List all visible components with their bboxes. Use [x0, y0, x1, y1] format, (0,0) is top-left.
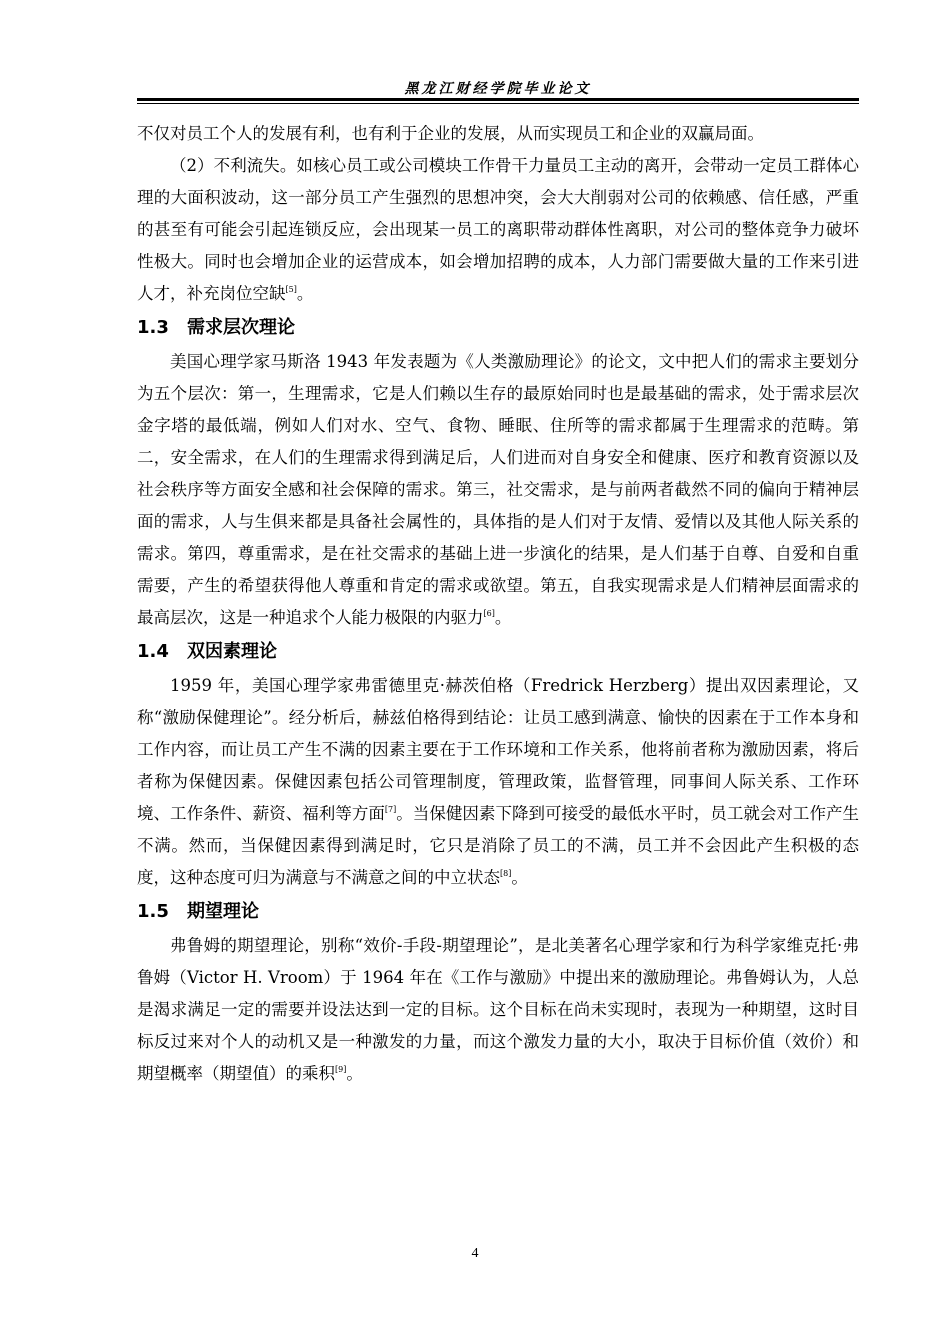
paragraph-continuation: 不仅对员工个人的发展有利，也有利于企业的发展，从而实现员工和企业的双赢局面。	[137, 124, 764, 143]
header-rule-thick	[137, 98, 859, 101]
paragraph-vroom: 弗鲁姆的期望理论，别称“效价-手段-期望理论”，是北美著名心理学家和行为科学家维克托·弗鲁姆（Victor H. Vroom）于 1964 年在《工作与激励》中提出来的激励理论。弗鲁姆认为，人总是渴求满足一定的需要并设法达到一定的目标。这个目标在尚未实现时，表现为一种期望，这时目标反过来对个人的动机又是一种激发的力量，而这个激发力量的大小，取决于目标价值（效价）和期望概率（期望值）的乘积[9]。	[137, 936, 859, 1083]
paragraph-turnover: （2）不利流失。如核心员工或公司模块工作骨干力量员工主动的离开，会带动一定员工群体心理的大面积波动，这一部分员工产生强烈的思想冲突，会大大削弱对公司的依赖感、信任感，严重的甚至有可能会引起连锁反应，会出现某一员工的离职带动群体性离职，对公司的整体竞争力破坏性极大。同时也会增加企业的运营成本，如会增加招聘的成本，人力部门需要做大量的工作来引进人才，补充岗位空缺[5]。	[137, 156, 859, 303]
section-heading-1-5	[137, 894, 859, 930]
header-rule-thin	[137, 103, 859, 104]
citation-7: [7]	[384, 805, 397, 814]
page-number: 4	[471, 1246, 479, 1261]
body-text	[137, 118, 859, 1090]
paragraph-herzberg: 1959 年，美国心理学家弗雷德里克·赫茨伯格（Fredrick Herzberg）提出双因素理论，又称“激励保健理论”。经分析后，赫兹伯格得到结论：让员工感到满意、愉快的因素在于工作本身和工作内容，而让员工产生不满的因素主要在于工作环境和工作关系，他将前者称为激励因素，将后者称为保健因素。保健因素包括公司管理制度，管理政策，监督管理，同事间人际关系、工作环境、工作条件、薪资、福利等方面[7]。当保健因素下降到可接受的最低水平时，员工就会对工作产生不满。然而，当保健因素得到满足时，它只是消除了员工的不满，员工并不会因此产生积极的态度，这种态度可归为满意与不满意之间的中立状态[8]。	[137, 676, 860, 887]
section-heading-1-4	[137, 634, 859, 670]
section-number: 1.4	[137, 641, 169, 662]
citation-6: [6]	[483, 609, 495, 618]
page-header	[137, 78, 859, 104]
header-title: 黑龙江财经学院毕业论文	[404, 81, 592, 97]
section-heading-1-3	[137, 310, 859, 346]
citation-9: [9]	[335, 1065, 347, 1074]
section-title: 期望理论	[187, 901, 259, 922]
section-number: 1.3	[137, 317, 169, 338]
section-number: 1.5	[137, 901, 169, 922]
section-title: 需求层次理论	[187, 317, 295, 338]
paragraph-maslow: 美国心理学家马斯洛 1943 年发表题为《人类激励理论》的论文，文中把人们的需求主要划分为五个层次：第一，生理需求，它是人们赖以生存的最原始同时也是最基础的需求，处于需求层次金字塔的最低端，例如人们对水、空气、食物、睡眠、住所等的需求都属于生理需求的范畴。第二，安全需求，在人们的生理需求得到满足后，人们进而对自身安全和健康、医疗和教育资源以及社会秩序等方面安全感和社会保障的需求。第三，社交需求，是与前两者截然不同的偏向于精神层面的需求，人与生俱来都是具备社会属性的，具体指的是人们对于友情、爱情以及其他人际关系的需求。第四，尊重需求，是在社交需求的基础上进一步演化的结果，是人们基于自尊、自爱和自重需要，产生的希望获得他人尊重和肯定的需求或欲望。第五，自我实现需求是人们精神层面需求的最高层次，这是一种追求个人能力极限的内驱力[6]。	[137, 352, 859, 627]
citation-5: [5]	[285, 285, 297, 294]
citation-8: [8]	[500, 869, 512, 878]
section-title: 双因素理论	[187, 641, 277, 662]
